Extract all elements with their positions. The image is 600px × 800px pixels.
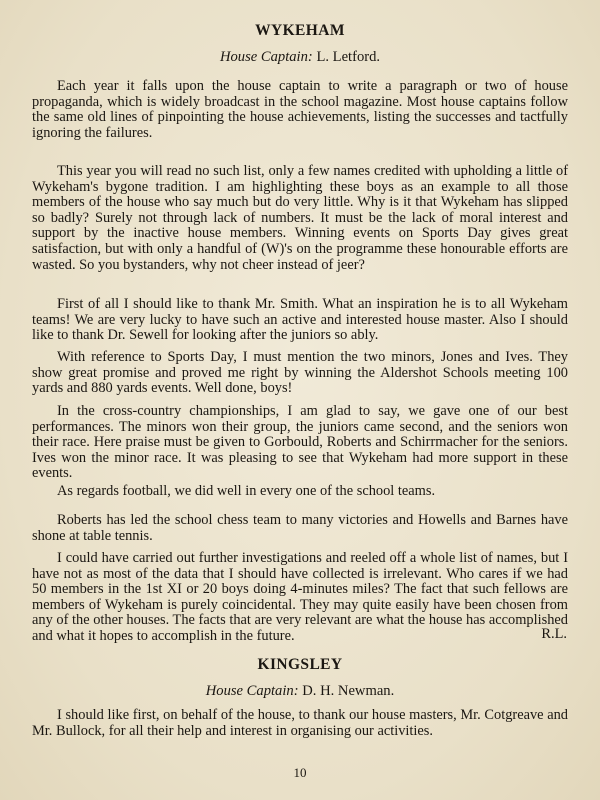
kingsley-heading: KINGSLEY: [257, 656, 343, 673]
wykeham-signature: R.L.: [541, 626, 567, 642]
wykeham-heading: WYKEHAM: [255, 22, 345, 39]
wykeham-paragraph-7: Roberts has led the school chess team to many victories and Howells and Barnes have shone at table tennis.: [32, 512, 568, 544]
wykeham-paragraph-1: Each year it falls upon the house captain to write a paragraph or two of house propaganda, which is widely broadcast in the school magazine. Most house captains follow the same old lines of pinpointing the house achievements, listing the successes and tactfully ignoring the failures.: [32, 78, 568, 141]
wykeham-captain-label: House Captain:: [219, 49, 313, 65]
wykeham-paragraph-6: As regards football, we did well in every one of the school teams.: [57, 483, 436, 499]
kingsley-captain-label: House Captain:: [205, 683, 299, 699]
kingsley-captain-name: D. H. Newman.: [302, 683, 395, 699]
wykeham-paragraph-8: I could have carried out further investigations and reeled off a whole list of names, but I have not as most of the data that I should have collected is irrelevant. Who cares if we had 50 members in the 1st XI or 20 boys doing 4-minutes miles? The fact that such fellows are members of Wykeham is purely coincidental. They may quite easily have been chosen from any of the other houses. The facts that are very relevant are what the house has accomplished and what it hopes to accomplish in the future.: [32, 550, 568, 644]
kingsley-house-captain: [0, 683, 600, 700]
wykeham-paragraph-2: This year you will read no such list, only a few names credited with upholding a little of Wykeham's bygone tradition. I am highlighting these boys as an example to all those members of the house who say much but do very little. Why is it that Wykeham has slipped so badly? Surely not through lack of numbers. It must be the lack of moral interest and support by the inactive house members. Winning events on Sports Day gives great satisfaction, but with only a handful of (W)'s on the programme these honourable efforts are wasted. So you bystanders, why not cheer instead of jeer?: [32, 163, 568, 273]
wykeham-paragraph-3: First of all I should like to thank Mr. Smith. What an inspiration he is to all Wykeham teams! We are very lucky to have such an active and interested house master. Also I should like to thank Dr. Sewell for looking after the juniors so ably.: [32, 296, 568, 344]
wykeham-paragraph-4: With reference to Sports Day, I must mention the two minors, Jones and Ives. They show great promise and proved me right by winning the Aldershot Schools meeting 100 yards and 880 yards events. Well done, boys!: [32, 349, 568, 397]
wykeham-house-captain: [0, 49, 600, 66]
wykeham-paragraph-5: In the cross-country championships, I am glad to say, we gave one of our best performances. The minors won their group, the juniors came second, and the seniors won their race. Here praise must be given to Gorbould, Roberts and Schirrmacher for the seniors. Ives won the minor race. It was pleasing to see that Wykeham had more support in these events.: [32, 403, 568, 482]
page-number: 10: [293, 765, 307, 780]
wykeham-captain-name: L. Letford.: [316, 49, 381, 65]
kingsley-paragraph-1: I should like first, on behalf of the house, to thank our house masters, Mr. Cotgreave and Mr. Bullock, for all their help and interest in organising our activities.: [32, 707, 568, 739]
